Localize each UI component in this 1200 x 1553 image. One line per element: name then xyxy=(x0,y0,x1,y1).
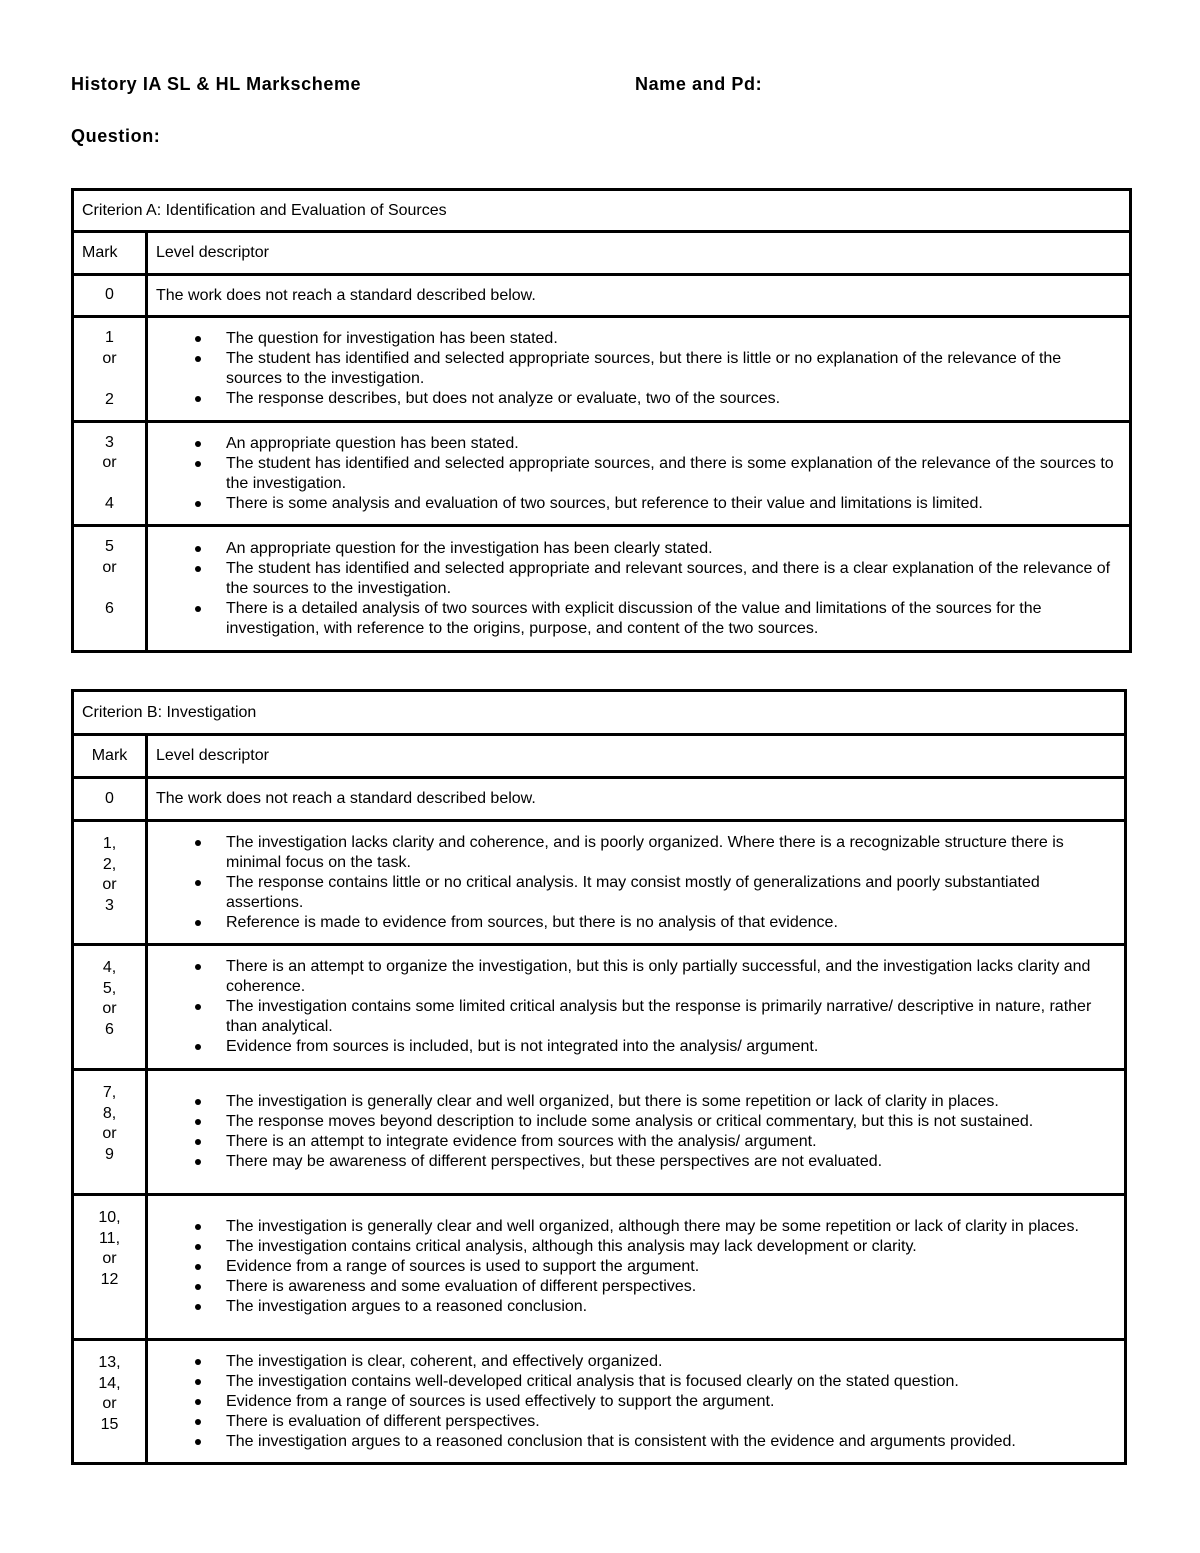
name-and-period-label: Name and Pd: xyxy=(635,74,763,94)
table-row xyxy=(73,526,1131,652)
list-item: There is some analysis and evaluation of two sources, but reference to their value and limitations is limited. xyxy=(226,494,1121,514)
mark-cell: 1, 2, or 3 xyxy=(73,821,147,945)
table-row xyxy=(73,422,1131,526)
descriptor-cell xyxy=(147,422,1131,526)
list-item: The investigation is clear, coherent, and effectively organized. xyxy=(226,1352,1116,1372)
list-item: The investigation is generally clear and well organized, but there is some repetition or lack of clarity in places. xyxy=(226,1092,1116,1112)
descriptor-cell xyxy=(147,945,1126,1070)
mark-cell: 10, 11, or 12 xyxy=(73,1195,147,1340)
descriptor-cell xyxy=(147,317,1131,422)
mark-column-header: Mark xyxy=(73,232,147,275)
document-title: History IA SL & HL Markscheme xyxy=(71,74,362,94)
list-item: The response describes, but does not analyze or evaluate, two of the sources. xyxy=(226,389,1121,409)
descriptor-column-header: Level descriptor xyxy=(147,232,1131,275)
descriptor-cell xyxy=(147,821,1126,945)
list-item: The investigation argues to a reasoned conclusion. xyxy=(226,1297,1116,1317)
criterion-b-table xyxy=(71,689,1127,1465)
descriptor-cell xyxy=(147,526,1131,652)
list-item: The student has identified and selected appropriate and relevant sources, and there is a clear explanation of the relevance of the sources to the investigation. xyxy=(226,559,1121,599)
list-item: The response contains little or no critical analysis. It may consist mostly of generalizations and poorly substantiated assertions. xyxy=(226,873,1116,913)
descriptor-cell: The work does not reach a standard described below. xyxy=(147,778,1126,821)
list-item: The question for investigation has been stated. xyxy=(226,329,1121,349)
question-label: Question: xyxy=(71,126,161,146)
list-item: There may be awareness of different perspectives, but these perspectives are not evaluated. xyxy=(226,1152,1116,1172)
list-item: The response moves beyond description to include some analysis or critical commentary, but this is not sustained. xyxy=(226,1112,1116,1132)
list-item: There is a detailed analysis of two sources with explicit discussion of the value and limitations of the sources for the investigation, with reference to the origins, purpose, and content of the two sources. xyxy=(226,599,1121,639)
table-row xyxy=(73,821,1126,945)
list-item: The investigation argues to a reasoned conclusion that is consistent with the evidence and arguments provided. xyxy=(226,1432,1116,1452)
mark-cell: 5 or 6 xyxy=(73,526,147,652)
list-item: The investigation contains well-developed critical analysis that is focused clearly on the stated question. xyxy=(226,1372,1116,1392)
list-item: Evidence from a range of sources is used effectively to support the argument. xyxy=(226,1392,1116,1412)
table-row xyxy=(73,1195,1126,1340)
list-item: There is an attempt to organize the investigation, but this is only partially successful, and the investigation lacks clarity and coherence. xyxy=(226,957,1116,997)
descriptor-cell xyxy=(147,1070,1126,1195)
list-item: The investigation contains critical analysis, although this analysis may lack development or clarity. xyxy=(226,1237,1116,1257)
list-item: The student has identified and selected appropriate sources, but there is little or no explanation of the relevance of the sources to the investigation. xyxy=(226,349,1121,389)
table-row xyxy=(73,275,1131,317)
criterion-b-title: Criterion B: Investigation xyxy=(73,691,1126,735)
list-item: There is awareness and some evaluation of different perspectives. xyxy=(226,1277,1116,1297)
mark-column-header: Mark xyxy=(73,735,147,778)
list-item: The investigation contains some limited critical analysis but the response is primarily narrative/ descriptive in nature, rather than analytical. xyxy=(226,997,1116,1037)
list-item: The student has identified and selected appropriate sources, and there is some explanation of the relevance of the sources to the investigation. xyxy=(226,454,1121,494)
mark-cell: 13, 14, or 15 xyxy=(73,1340,147,1464)
table-row xyxy=(73,945,1126,1070)
list-item: There is an attempt to integrate evidence from sources with the analysis/ argument. xyxy=(226,1132,1116,1152)
mark-cell: 0 xyxy=(73,778,147,821)
mark-cell: 7, 8, or 9 xyxy=(73,1070,147,1195)
mark-cell: 4, 5, or 6 xyxy=(73,945,147,1070)
descriptor-cell xyxy=(147,1340,1126,1464)
list-item: The investigation lacks clarity and coherence, and is poorly organized. Where there is a recognizable structure there is minimal focus on the task. xyxy=(226,833,1116,873)
table-row xyxy=(73,317,1131,422)
list-item: The investigation is generally clear and well organized, although there may be some repetition or lack of clarity in places. xyxy=(226,1217,1116,1237)
criterion-a-title: Criterion A: Identification and Evaluation of Sources xyxy=(73,190,1131,232)
criterion-a-table xyxy=(71,188,1132,653)
table-row xyxy=(73,778,1126,821)
list-item: An appropriate question for the investigation has been clearly stated. xyxy=(226,539,1121,559)
list-item: Evidence from sources is included, but is not integrated into the analysis/ argument. xyxy=(226,1037,1116,1057)
list-item: An appropriate question has been stated. xyxy=(226,434,1121,454)
descriptor-cell: The work does not reach a standard described below. xyxy=(147,275,1131,317)
descriptor-column-header: Level descriptor xyxy=(147,735,1126,778)
descriptor-cell xyxy=(147,1195,1126,1340)
list-item: Reference is made to evidence from sources, but there is no analysis of that evidence. xyxy=(226,913,1116,933)
table-row xyxy=(73,1070,1126,1195)
list-item: Evidence from a range of sources is used to support the argument. xyxy=(226,1257,1116,1277)
table-row xyxy=(73,1340,1126,1464)
mark-cell: 1 or 2 xyxy=(73,317,147,422)
mark-cell: 3 or 4 xyxy=(73,422,147,526)
mark-cell: 0 xyxy=(73,275,147,317)
list-item: There is evaluation of different perspectives. xyxy=(226,1412,1116,1432)
